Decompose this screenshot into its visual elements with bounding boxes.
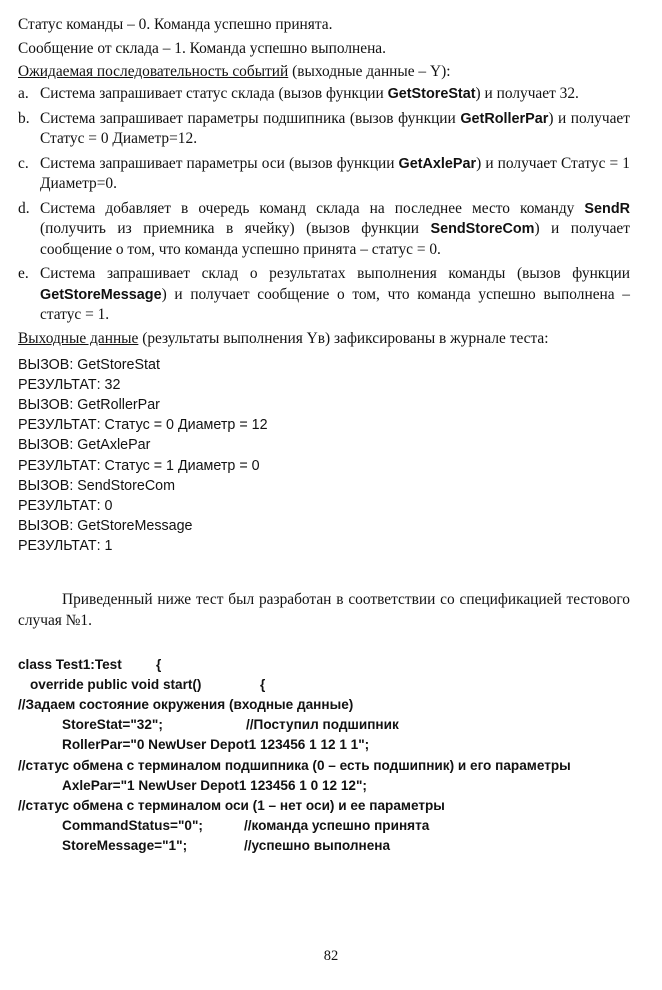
list-item: c. Система запрашивает параметры оси (вызов функции GetAxlePar) и получает Статус = 1 Диаметр=0. xyxy=(18,154,630,192)
expected-heading-suffix: (выходные данные – Y): xyxy=(288,63,451,80)
log-line: ВЫЗОВ: GetRollerPar xyxy=(18,396,160,413)
log-line: РЕЗУЛЬТАТ: 32 xyxy=(18,376,121,393)
function-name: GetAxlePar xyxy=(398,155,477,172)
log-line: ВЫЗОВ: GetAxlePar xyxy=(18,437,151,454)
code-line: StoreStat="32"; //Поступил подшипник xyxy=(62,717,399,733)
log-line: ВЫЗОВ: GetStoreMessage xyxy=(18,518,193,535)
code-line: CommandStatus="0"; //команда успешно принята xyxy=(62,818,430,834)
log-line: РЕЗУЛЬТАТ: Статус = 1 Диаметр = 0 xyxy=(18,457,260,474)
log-line: РЕЗУЛЬТАТ: Статус = 0 Диаметр = 12 xyxy=(18,417,268,434)
code-line: override public void start() { xyxy=(30,676,266,692)
output-heading-suffix: (результаты выполнения Yв) зафиксированы в журнале теста: xyxy=(138,329,549,347)
expected-heading-title: Ожидаемая последовательность событий xyxy=(18,63,289,80)
list-item: b. Система запрашивает параметры подшипника (вызов функции GetRollerPar) и получает Статус = 0 Диаметр=12. xyxy=(18,109,630,147)
expected-events-list xyxy=(18,84,630,326)
log-line: РЕЗУЛЬТАТ: 0 xyxy=(18,497,113,514)
list-marker: b. xyxy=(18,109,30,127)
function-name: GetRollerPar xyxy=(460,110,549,127)
log-line: ВЫЗОВ: SendStoreCom xyxy=(18,477,176,494)
test-log xyxy=(18,355,630,557)
list-marker: e. xyxy=(18,265,29,282)
code-listing xyxy=(18,655,630,857)
function-name: SendStoreCom xyxy=(430,221,535,237)
output-heading-title: Выходные данные xyxy=(18,329,139,347)
function-name: SendR xyxy=(584,200,630,217)
list-item: a. Система запрашивает статус склада (вызов функции GetStoreStat) и получает 32. xyxy=(18,84,630,105)
list-marker: a. xyxy=(18,85,29,102)
list-marker: c. xyxy=(18,154,29,172)
list-item: d. Система добавляет в очередь команд склада на последнее место команду SendR (получить из приемника в ячейку) (вызов функции SendStoreCom) и получает сообщение о том, что команда успешно принята – статус = 0. xyxy=(18,199,630,258)
code-line: //Задаем состояние окружения (входные данные) xyxy=(18,696,354,712)
code-line: //статус обмена с терминалом оси (1 – нет оси) и ее параметры xyxy=(18,797,445,813)
code-line: //статус обмена с терминалом подшипника (0 – есть подшипник) и его параметры xyxy=(18,757,571,773)
intro-paragraph: Приведенный ниже тест был разработан в соответствии со спецификацией тестового случая №1. xyxy=(18,590,630,629)
document-page xyxy=(18,14,630,857)
expected-heading xyxy=(18,61,630,82)
log-line: ВЫЗОВ: GetStoreStat xyxy=(18,356,160,373)
output-heading xyxy=(18,328,630,349)
page-number: 82 xyxy=(323,948,339,964)
function-name: GetStoreMessage xyxy=(40,286,162,303)
status-line: Статус команды – 0. Команда успешно принята. xyxy=(18,16,333,33)
code-line: RollerPar="0 NewUser Depot1 123456 1 12 1 1"; xyxy=(62,737,370,753)
list-item: e. Система запрашивает склад о результатах выполнения команды (вызов функции GetStoreMessage) и получает сообщение о том, что команда успешно выполнена – статус = 1. xyxy=(18,265,630,323)
message-line: Сообщение от склада – 1. Команда успешно выполнена. xyxy=(18,40,386,57)
list-marker: d. xyxy=(18,199,30,217)
code-line: StoreMessage="1"; //успешно выполнена xyxy=(62,838,391,854)
function-name: GetStoreStat xyxy=(387,86,476,102)
code-line: AxlePar="1 NewUser Depot1 123456 1 0 12 12"; xyxy=(62,777,367,793)
code-line: class Test1:Test { xyxy=(18,656,162,672)
log-line: РЕЗУЛЬТАТ: 1 xyxy=(18,538,113,555)
